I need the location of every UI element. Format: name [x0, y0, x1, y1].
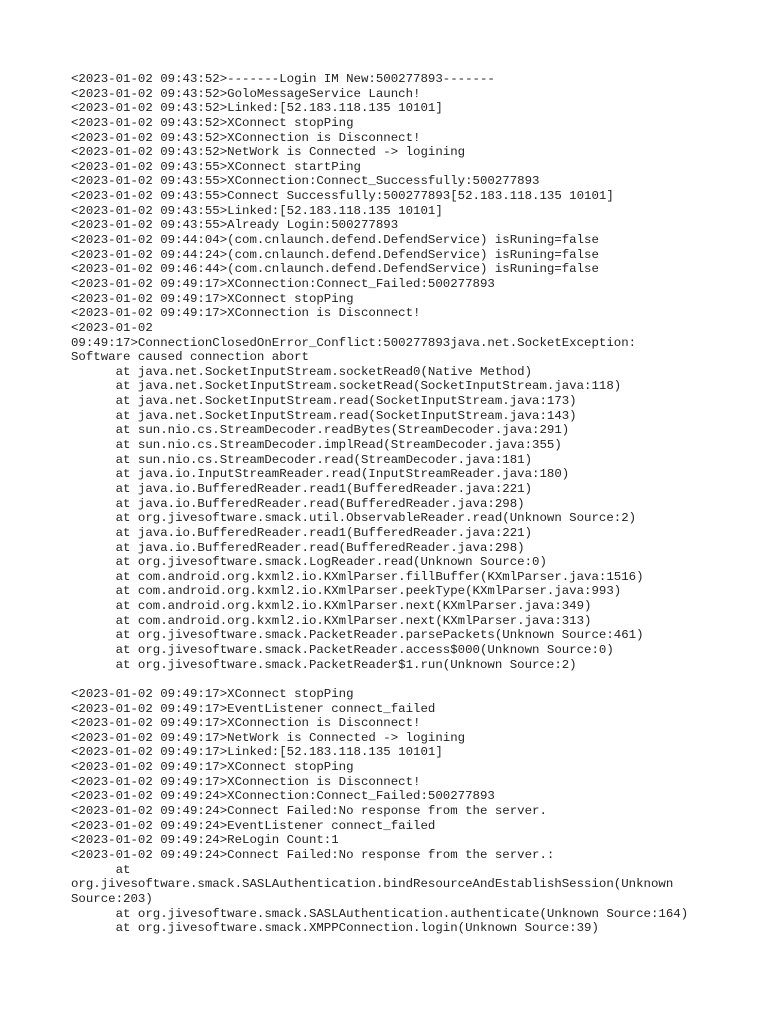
stack-trace-line: at sun.nio.cs.StreamDecoder.implRead(StreamDecoder.java:355): [71, 438, 562, 453]
stack-trace-line: at org.jivesoftware.smack.PacketReader.parsePackets(Unknown Source:461): [71, 628, 644, 643]
stack-trace-line: at org.jivesoftware.smack.SASLAuthentication.authenticate(Unknown Source:164): [71, 906, 689, 921]
log-line: <2023-01-02: [71, 320, 153, 335]
stack-trace-line: at: [71, 862, 131, 877]
log-line: <2023-01-02 09:49:24>ReLogin Count:1: [71, 833, 339, 848]
log-line: <2023-01-02 09:43:52>XConnect stopPing: [71, 115, 354, 130]
log-line: <2023-01-02 09:49:17>XConnect stopPing: [71, 291, 354, 306]
stack-trace-line: at java.net.SocketInputStream.read(SocketInputStream.java:143): [71, 408, 577, 423]
log-line: Source:203): [71, 891, 153, 906]
log-line: <2023-01-02 09:43:52>NetWork is Connected -> logining: [71, 145, 466, 160]
log-document: [71, 72, 711, 936]
log-line: <2023-01-02 09:49:17>XConnect stopPing: [71, 686, 354, 701]
log-line: 09:49:17>ConnectionClosedOnError_Conflict:500277893java.net.SocketException:: [71, 335, 637, 350]
log-line: <2023-01-02 09:49:24>Connect Failed:No response from the server.: [71, 804, 547, 819]
stack-trace-line: at com.android.org.kxml2.io.KXmlParser.peekType(KXmlParser.java:993): [71, 584, 622, 599]
stack-trace-line: at org.jivesoftware.smack.PacketReader.access$000(Unknown Source:0): [71, 642, 614, 657]
log-line: <2023-01-02 09:43:52>-------Login IM New:500277893-------: [71, 72, 495, 86]
log-line: <2023-01-02 09:49:17>XConnection is Disconnect!: [71, 774, 421, 789]
stack-trace-line: at java.io.InputStreamReader.read(InputStreamReader.java:180): [71, 467, 570, 482]
stack-trace-line: at com.android.org.kxml2.io.KXmlParser.fillBuffer(KXmlParser.java:1516): [71, 569, 644, 584]
log-line: <2023-01-02 09:43:55>XConnection:Connect_Successfully:500277893: [71, 174, 540, 189]
stack-trace-line: at java.net.SocketInputStream.socketRead0(Native Method): [71, 364, 533, 379]
stack-trace-line: at java.io.BufferedReader.read1(BufferedReader.java:221): [71, 525, 533, 540]
blank-line: [71, 672, 711, 687]
stack-trace-line: at org.jivesoftware.smack.LogReader.read(Unknown Source:0): [71, 555, 547, 570]
log-line: <2023-01-02 09:49:24>Connect Failed:No response from the server.:: [71, 847, 555, 862]
log-line: <2023-01-02 09:49:17>XConnection is Disconnect!: [71, 306, 421, 321]
stack-trace-line: at java.net.SocketInputStream.socketRead(SocketInputStream.java:118): [71, 379, 622, 394]
log-line: <2023-01-02 09:49:17>Linked:[52.183.118.135 10101]: [71, 745, 443, 760]
log-line: org.jivesoftware.smack.SASLAuthentication.bindResourceAndEstablishSession(Unknown: [71, 877, 674, 892]
log-line: <2023-01-02 09:43:52>Linked:[52.183.118.135 10101]: [71, 101, 443, 116]
log-line: <2023-01-02 09:43:55>Already Login:500277893: [71, 218, 399, 233]
log-line: <2023-01-02 09:44:04>(com.cnlaunch.defend.DefendService) isRuning=false: [71, 233, 599, 248]
stack-trace-line: at com.android.org.kxml2.io.KXmlParser.next(KXmlParser.java:349): [71, 599, 592, 614]
log-line: Software caused connection abort: [71, 350, 309, 365]
stack-trace-line: at java.io.BufferedReader.read(BufferedReader.java:298): [71, 540, 525, 555]
log-line: <2023-01-02 09:44:24>(com.cnlaunch.defend.DefendService) isRuning=false: [71, 247, 599, 262]
log-line: <2023-01-02 09:43:55>XConnect startPing: [71, 159, 361, 174]
stack-trace-line: at java.io.BufferedReader.read1(BufferedReader.java:221): [71, 481, 533, 496]
log-line: <2023-01-02 09:43:55>Connect Successfully:500277893[52.183.118.135 10101]: [71, 189, 614, 204]
log-line: <2023-01-02 09:49:24>XConnection:Connect_Failed:500277893: [71, 789, 495, 804]
log-line: <2023-01-02 09:46:44>(com.cnlaunch.defend.DefendService) isRuning=false: [71, 262, 599, 277]
stack-trace-line: at sun.nio.cs.StreamDecoder.readBytes(StreamDecoder.java:291): [71, 423, 570, 438]
log-line: <2023-01-02 09:49:17>XConnection:Connect_Failed:500277893: [71, 276, 495, 291]
log-line: <2023-01-02 09:49:17>NetWork is Connected -> logining: [71, 730, 466, 745]
log-line: <2023-01-02 09:49:17>XConnect stopPing: [71, 760, 354, 775]
stack-trace-line: at java.io.BufferedReader.read(BufferedReader.java:298): [71, 496, 525, 511]
log-line: <2023-01-02 09:49:24>EventListener connect_failed: [71, 818, 436, 833]
log-line: <2023-01-02 09:43:52>XConnection is Disconnect!: [71, 130, 421, 145]
log-line: <2023-01-02 09:43:52>GoloMessageService Launch!: [71, 86, 421, 101]
stack-trace-line: at java.net.SocketInputStream.read(SocketInputStream.java:173): [71, 394, 577, 409]
log-line: <2023-01-02 09:49:17>XConnection is Disconnect!: [71, 716, 421, 731]
stack-trace-line: at org.jivesoftware.smack.PacketReader$1.run(Unknown Source:2): [71, 657, 577, 672]
stack-trace-line: at org.jivesoftware.smack.XMPPConnection.login(Unknown Source:39): [71, 921, 599, 936]
stack-trace-line: at com.android.org.kxml2.io.KXmlParser.next(KXmlParser.java:313): [71, 613, 592, 628]
stack-trace-line: at sun.nio.cs.StreamDecoder.read(StreamDecoder.java:181): [71, 452, 533, 467]
log-line: <2023-01-02 09:49:17>EventListener connect_failed: [71, 701, 436, 716]
log-line: <2023-01-02 09:43:55>Linked:[52.183.118.135 10101]: [71, 203, 443, 218]
stack-trace-line: at org.jivesoftware.smack.util.ObservableReader.read(Unknown Source:2): [71, 511, 637, 526]
